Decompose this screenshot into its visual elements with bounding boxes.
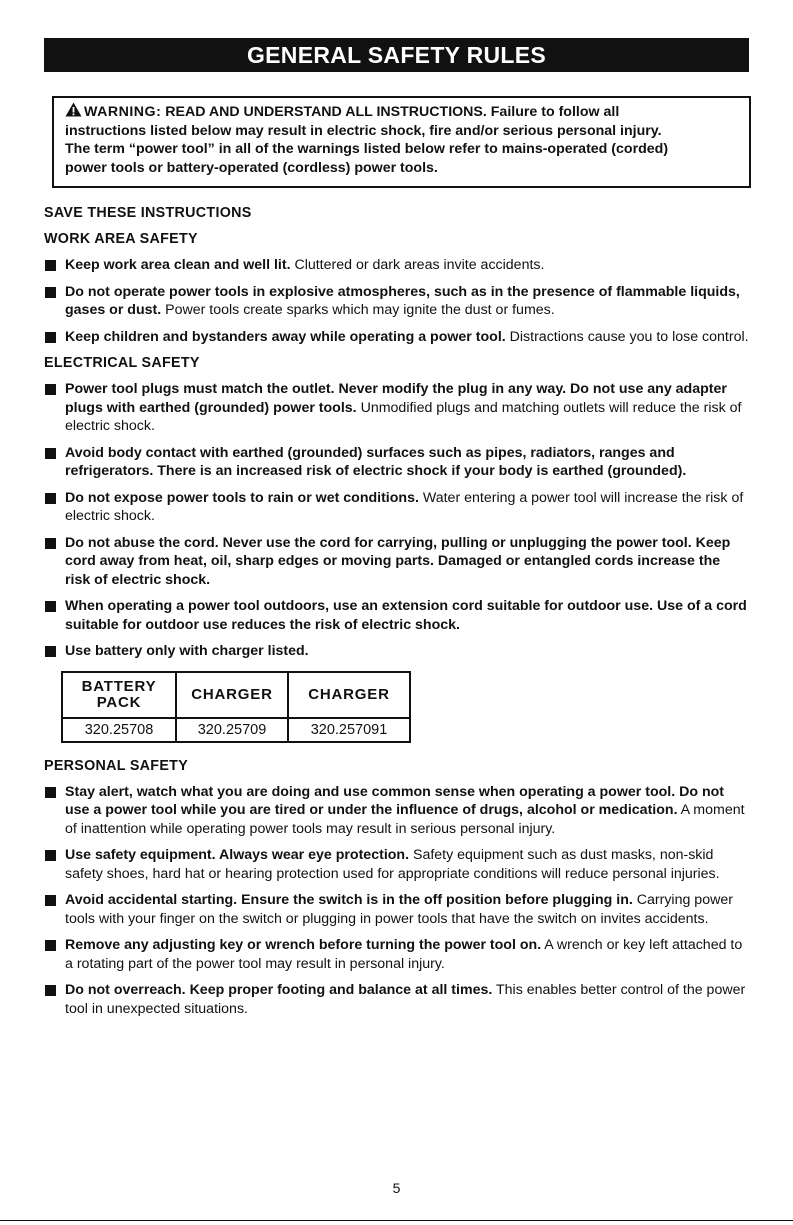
rule-bold-text: Avoid body contact with earthed (grounded) surfaces such as pipes, radiators, ranges and refrigerators. There is an increased risk of electric shock if your body is earthed (grounded).	[65, 444, 687, 479]
rule-bold-text: Do not abuse the cord. Never use the cord for carrying, pulling or unplugging the power tool. Keep cord away from heat, oil, sharp edges or moving parts. Damaged or entangled cords increase the risk of electric shock.	[65, 534, 731, 588]
rule-bold-text: Use safety equipment. Always wear eye protection.	[65, 847, 410, 863]
rule-body-text: A moment of inattention while operating power tools may result in serious personal injury.	[65, 802, 745, 837]
rules-content	[44, 204, 749, 1026]
save-instructions-heading: SAVE THESE INSTRUCTIONS	[44, 205, 252, 221]
bullet-square-icon	[45, 493, 56, 504]
personal-heading: PERSONAL SAFETY	[44, 757, 189, 774]
rule-bold-text: Stay alert, watch what you are doing and use common sense when operating a power tool. Do not use a power tool while you are tired or under the influence of drugs, alcohol or medication.	[65, 783, 725, 818]
page-number: 5	[392, 1180, 401, 1196]
rule-item	[44, 534, 749, 590]
table-header-row	[62, 672, 410, 718]
page-title: GENERAL SAFETY RULES	[44, 38, 749, 72]
bullet-square-icon	[45, 448, 56, 459]
table-header-battery-pack: BATTERY PACK	[62, 672, 176, 718]
rule-bold-text: Do not overreach. Keep proper footing and balance at all times.	[65, 982, 493, 998]
rule-bold-text: Use battery only with charger listed.	[65, 643, 309, 659]
bullet-square-icon	[45, 646, 56, 657]
rule-item	[44, 783, 749, 839]
rule-item	[44, 256, 749, 275]
rule-body-text: Power tools create sparks which may ignite the dust or fumes.	[161, 302, 555, 318]
work-area-heading: WORK AREA SAFETY	[44, 231, 198, 247]
rule-item	[44, 489, 749, 526]
rule-body-text: Carrying power tools with your finger on the switch or plugging in power tools that have the switch on invites accidents.	[65, 892, 733, 927]
rule-bold-text: Do not expose power tools to rain or wet conditions.	[65, 489, 419, 506]
table-header-charger-2: CHARGER	[288, 672, 410, 718]
table-cell: 320.257091	[288, 718, 410, 742]
warning-line-4: power tools or battery-operated (cordless) power tools.	[65, 159, 438, 176]
bullet-square-icon	[45, 332, 56, 343]
warning-triangle-icon	[65, 102, 82, 117]
bullet-square-icon	[45, 601, 56, 612]
rule-item	[44, 444, 749, 481]
bullet-square-icon	[45, 538, 56, 549]
warning-box	[52, 96, 751, 188]
bullet-square-icon	[45, 384, 56, 395]
charger-table	[61, 671, 411, 743]
warning-line-2: instructions listed below may result in electric shock, fire and/or serious personal injury.	[65, 122, 662, 139]
bullet-square-icon	[45, 260, 56, 271]
rule-item	[44, 936, 749, 973]
warning-line-1: READ AND UNDERSTAND ALL INSTRUCTIONS. Failure to follow all	[165, 104, 620, 120]
bullet-square-icon	[45, 895, 56, 906]
rule-bold-text: Remove any adjusting key or wrench before turning the power tool on.	[65, 937, 542, 953]
warning-text	[65, 102, 749, 177]
table-header-charger: CHARGER	[176, 672, 288, 718]
rule-body-text: This enables better control of the power tool in unexpected situations.	[65, 982, 746, 1017]
table-row	[62, 718, 410, 742]
work-area-rules	[44, 256, 749, 346]
bullet-square-icon	[45, 940, 56, 951]
rule-bold-text: When operating a power tool outdoors, use an extension cord suitable for outdoor use. Use of a cord suitable for outdoor use reduces the risk of electric shock.	[65, 598, 747, 633]
personal-rules	[44, 783, 749, 1019]
rule-bold-text: Avoid accidental starting. Ensure the switch is in the off position before plugging in.	[65, 892, 633, 908]
rule-bold-text: Keep children and bystanders away while operating a power tool.	[65, 328, 506, 345]
bullet-square-icon	[45, 787, 56, 798]
rule-item	[44, 981, 749, 1018]
rule-item	[44, 380, 749, 436]
rule-bold-text: Do not operate power tools in explosive atmospheres, such as in the presence of flammable liquids, gases or dust.	[65, 283, 740, 318]
rule-item	[44, 328, 749, 347]
rule-item	[44, 846, 749, 883]
electrical-heading: ELECTRICAL SAFETY	[44, 355, 200, 371]
electrical-rules	[44, 380, 749, 661]
bullet-square-icon	[45, 850, 56, 861]
charger-table-wrap	[61, 671, 749, 743]
bullet-square-icon	[45, 985, 56, 996]
rule-item	[44, 283, 749, 320]
rule-item	[44, 597, 749, 634]
rule-body-text: Cluttered or dark areas invite accidents.	[290, 257, 545, 273]
rule-item	[44, 642, 749, 661]
rule-bold-text: Keep work area clean and well lit.	[65, 257, 291, 273]
rule-body-text: Distractions cause you to lose control.	[505, 328, 749, 345]
rule-body-text: A wrench or key left attached to a rotating part of the power tool may result in personal injury.	[65, 937, 743, 972]
bullet-square-icon	[45, 287, 56, 298]
warning-label: WARNING:	[84, 104, 162, 120]
bottom-rule	[0, 1220, 793, 1221]
rule-bold-text: Power tool plugs must match the outlet. Never modify the plug in any way. Do not use any adapter plugs with earthed (grounded) power tools.	[65, 381, 727, 416]
rule-body-text: Safety equipment such as dust masks, non-skid safety shoes, hard hat or hearing protection used for appropriate conditions will reduce personal injuries.	[65, 847, 720, 882]
rule-body-text: Unmodified plugs and matching outlets will reduce the risk of electric shock.	[65, 399, 742, 434]
table-cell: 320.25708	[62, 718, 176, 742]
table-cell: 320.25709	[176, 718, 288, 742]
rule-item	[44, 891, 749, 928]
warning-line-3: The term “power tool” in all of the warnings listed below refer to mains-operated (corded)	[65, 141, 669, 157]
rule-body-text: Water entering a power tool will increase the risk of electric shock.	[65, 489, 744, 524]
